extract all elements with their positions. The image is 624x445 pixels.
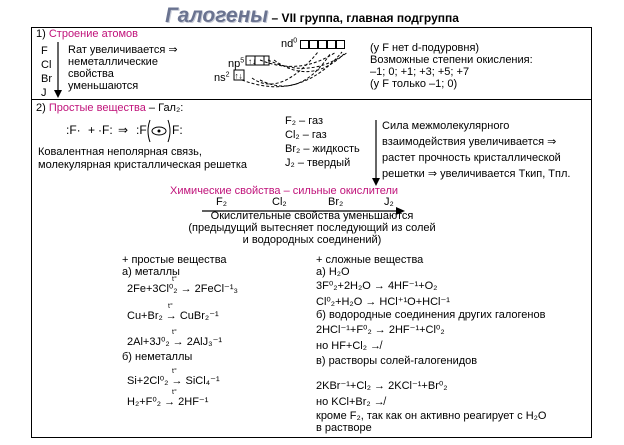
left-eq5: H₂+F⁰₂ → 2HF⁻¹ [127,396,209,408]
np-label: $np^5$ [228,57,245,70]
right-c: в) растворы солей-галогенидов [316,355,478,367]
right-header: + сложные вещества [316,254,424,266]
page-title [0,4,624,28]
left-header: + простые вещества [122,254,227,266]
intermolecular-arrow-icon [372,118,382,188]
svg-text:·F:: ·F: [98,123,113,137]
t-mark: t° [168,303,173,310]
svg-text::F: :F [136,123,147,137]
left-column [122,254,227,278]
t-mark: t° [172,368,177,375]
states-list: F₂ – газ Cl₂ – газ Br₂ – жидкость J₂ – твердый [285,115,360,169]
section1-heading: 1) Строение атомов [36,28,139,40]
right-note: кроме F₂, так как он активно реагирует с H₂O в растворе [316,410,547,434]
lewis-structure [62,116,194,144]
right-b: б) водородные соединения других галогенов [316,309,546,321]
t-mark: t° [172,276,177,283]
oxidation-notes: (у F нет d-подуровня) Возможные степени окисления: –1; 0; +1; +3; +5; +7 (у F только –1; 0) [370,42,533,90]
right-eq2: Cl⁰₂+H₂O → HCl⁺¹O+HCl⁻¹ [316,296,450,308]
section2-heading: 2) Простые вещества – Гал₂: [36,102,184,114]
right-eq5: 2KBr⁻¹+Cl₂ → 2KCl⁻¹+Br⁰₂ [316,380,448,392]
intermolecular-text: Сила межмолекулярного взаимодействия увеличивается ⇒ растет прочность кристаллической решетки ⇒ увеличивается Tкип, Tпл. [382,120,571,180]
left-eq1: 2Fe+3Cl⁰₂ → 2FeCl⁻¹₃ [127,283,238,295]
svg-text:↑↓: ↑↓ [248,57,256,66]
trend-text: Rат увеличивается ⇒ неметаллические свойства уменьшаются [68,44,178,92]
svg-text::F·: :F· [66,123,81,137]
bond-text: Ковалентная неполярная связь, молекулярная кристаллическая решетка [38,146,248,171]
svg-text:F:: F: [172,123,183,137]
title-sub: – VII группа, главная подгруппа [268,11,459,25]
svg-text:⇒: ⇒ [118,123,129,137]
element-list: F Cl Br J [41,45,52,99]
left-eq3: 2Al+3J⁰₂ → 2AlJ₃⁻¹ [127,336,223,348]
title-main: Галогены [165,4,269,27]
left-a: а) металлы [122,266,180,278]
left-eq4: Si+2Cl⁰₂ → SiCl₄⁻¹ [127,375,220,387]
chem-heading: Химические свойства – сильные окислители [170,185,399,197]
t-mark: t° [172,389,177,396]
left-eq2: Cu+Br₂ → CuBr₂⁻¹ [127,310,219,322]
excitation-arcs [240,46,370,96]
svg-text:+: + [88,123,96,137]
right-eq1: 3F⁰₂+2H₂O → 4HF⁻¹+O₂ [316,280,438,292]
right-a: а) H₂O [316,266,350,278]
t-mark: t° [172,329,177,336]
ns-label: $ns^2$ [214,71,230,84]
right-eq6: но KCl+Br₂ ↛ [316,396,385,408]
section-divider [31,99,592,100]
right-column [316,254,423,278]
svg-text:↑↓: ↑↓ [234,71,243,81]
left-b: б) неметаллы [122,351,193,363]
oxidation-text: Окислительные свойства уменьшаются (предыдущий вытесняет последующий из солей и водородных соединений) [188,210,436,246]
trend-arrow-icon [48,40,68,100]
right-eq4: но HF+Cl₂ ↛ [316,340,382,352]
right-eq3: 2HCl⁻¹+F⁰₂ → 2HF⁻¹+Cl⁰₂ [316,324,445,336]
nd-label: $nd^0$ [281,37,298,50]
